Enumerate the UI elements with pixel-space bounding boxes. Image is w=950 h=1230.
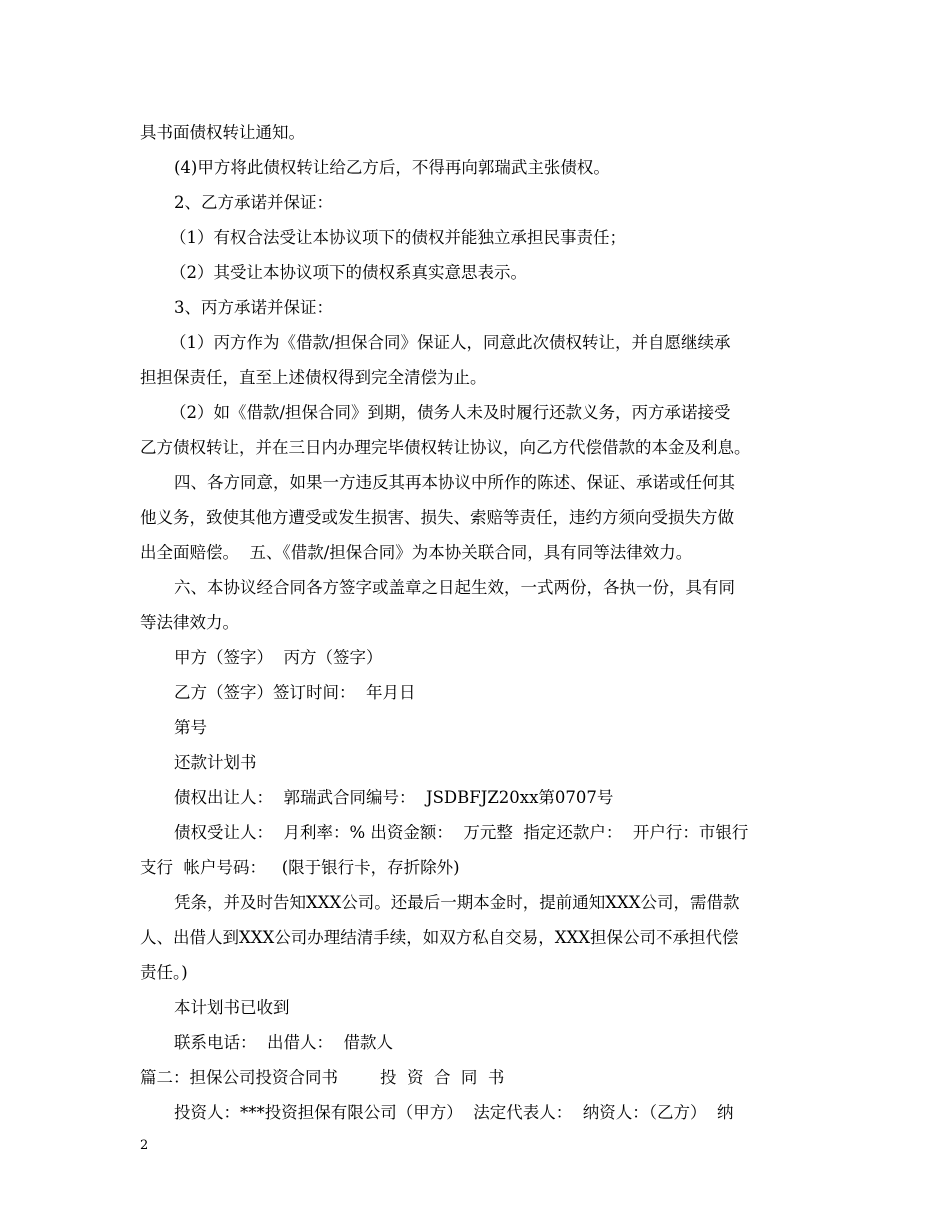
text-line-5: （2）其受让本协议项下的债权系真实意思表示。	[170, 263, 527, 282]
text-line-20: 债权出让人： 郭瑞武合同编号： JSDBFJZ20xx第0707号	[174, 788, 614, 807]
text-line-28: 篇二：担保公司投资合同书 投 资 合 同 书	[140, 1068, 505, 1087]
text-line-8: 担担保责任，直至上述债权得到完全清偿为止。	[140, 368, 487, 387]
text-line-1: 具书面债权转让通知。	[140, 123, 305, 142]
text-line-3: 2、乙方承诺并保证：	[174, 193, 333, 212]
text-line-4: （1）有权合法受让本协议项下的债权并能独立承担民事责任；	[170, 228, 626, 247]
text-line-21: 债权受让人： 月利率：% 出资金额： 万元整 指定还款户： 开户行：市银行	[174, 823, 749, 842]
text-line-25: 责任。)	[140, 963, 188, 982]
text-line-27: 联系电话： 出借人： 借款人	[174, 1033, 393, 1052]
page-number: 2	[140, 1138, 149, 1153]
text-line-6: 3、丙方承诺并保证：	[174, 298, 333, 317]
text-line-13: 出全面赔偿。 五、《借款/担保合同》为本协关联合同，具有同等法律效力。	[140, 543, 693, 562]
text-line-7: （1）丙方作为《借款/担保合同》保证人，同意此次债权转让，并自愿继续承	[170, 333, 731, 352]
text-line-2: (4)甲方将此债权转让给乙方后，不得再向郭瑞武主张债权。	[174, 158, 610, 177]
text-line-26: 本计划书已收到	[174, 998, 290, 1017]
text-line-16: 甲方（签字） 丙方（签字）	[174, 648, 383, 667]
text-line-9: （2）如《借款/担保合同》到期，债务人未及时履行还款义务，丙方承诺接受	[170, 403, 731, 422]
text-line-22: 支行 帐户号码： (限于银行卡，存折除外)	[140, 858, 460, 877]
text-line-14: 六、本协议经合同各方签字或盖章之日起生效，一式两份，各执一份，具有同	[174, 578, 735, 597]
text-line-24: 人、出借人到XXX公司办理结清手续，如双方私自交易，XXX担保公司不承担代偿	[140, 928, 739, 947]
text-line-17: 乙方（签字）签订时间： 年月日	[174, 683, 416, 702]
text-line-10: 乙方债权转让，并在三日内办理完毕债权转让协议，向乙方代偿借款的本金及利息。	[140, 438, 751, 457]
text-line-11: 四、各方同意，如果一方违反其再本协议中所作的陈述、保证、承诺或任何其	[174, 473, 735, 492]
text-line-12: 他义务，致使其他方遭受或发生损害、损失、索赔等责任，违约方须向受损失方做	[140, 508, 734, 527]
text-line-18: 第号	[174, 718, 207, 737]
document-body	[140, 115, 820, 1130]
text-line-19: 还款计划书	[174, 753, 257, 772]
text-line-23: 凭条，并及时告知XXX公司。还最后一期本金时，提前通知XXX公司，需借款	[174, 893, 740, 912]
text-line-29: 投资人：***投资担保有限公司（甲方） 法定代表人： 纳资人：（乙方） 纳	[174, 1103, 734, 1122]
text-line-15: 等法律效力。	[140, 613, 239, 632]
